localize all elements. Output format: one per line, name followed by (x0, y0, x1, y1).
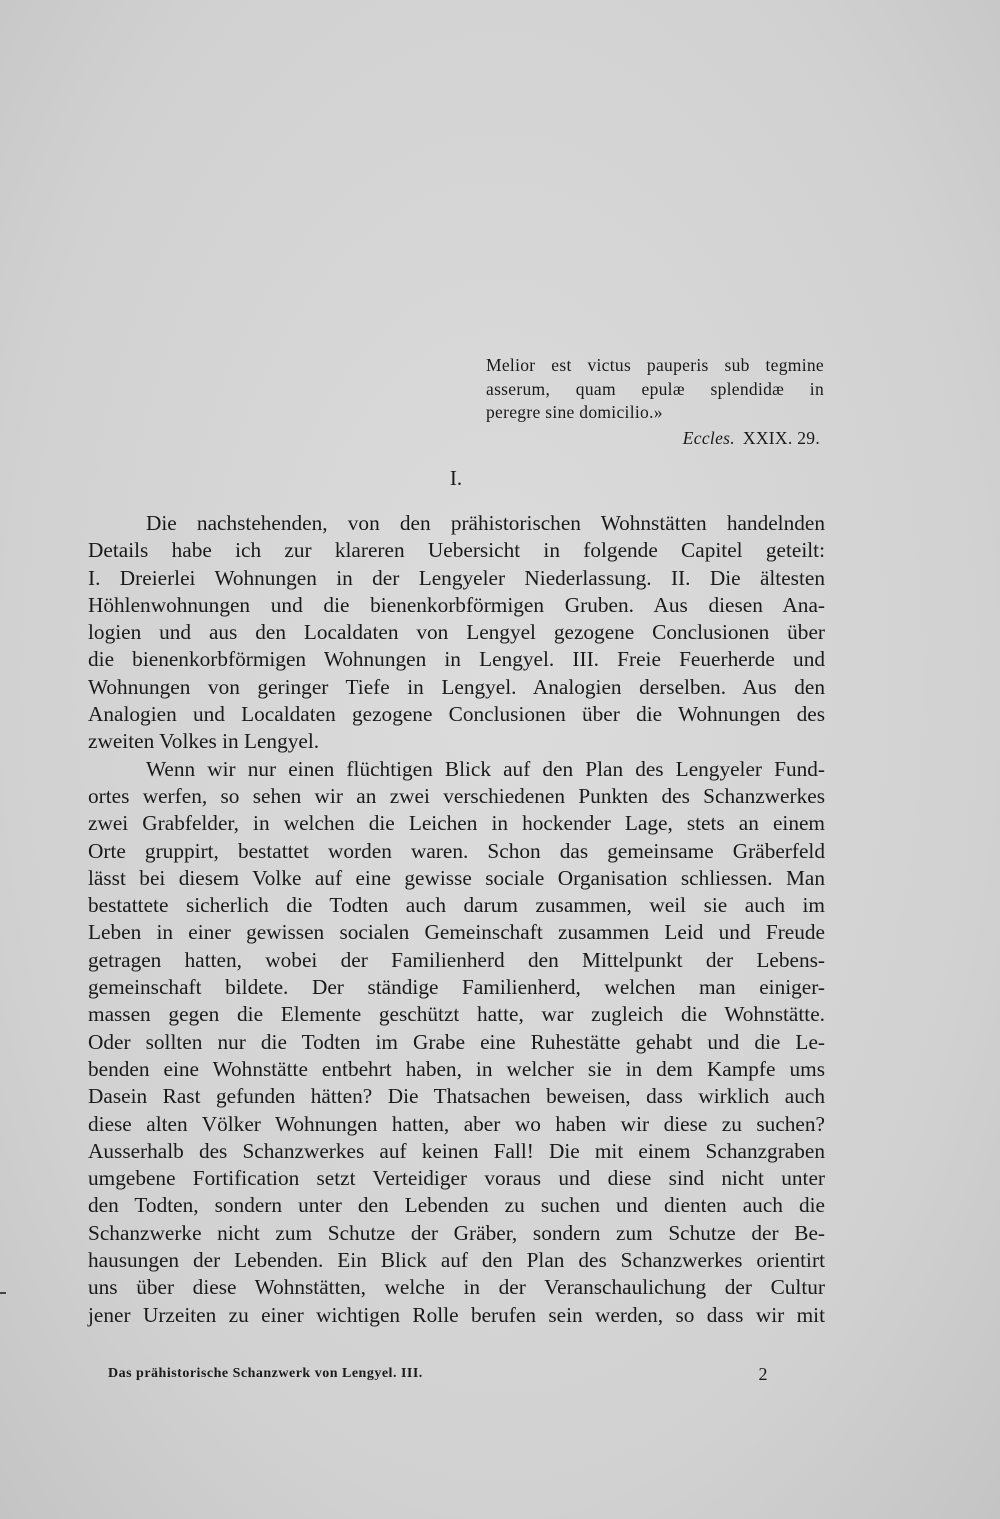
text-line: Wenn wir nur einen flüchtigen Blick auf den Plan des Lengyeler Fund- (146, 756, 825, 781)
paragraph-2 (88, 756, 825, 1329)
text-line: getragen hatten, wobei der Familienherd den Mittelpunkt der Lebens- (88, 947, 825, 972)
epigraph (486, 354, 824, 450)
text-line: I. Dreierlei Wohnungen in der Lengyeler Niederlassung. II. Die ältesten (88, 565, 825, 590)
text-line: den Todten, sondern unter den Lebenden zu suchen und dienten auch die (88, 1193, 825, 1218)
epigraph-source (486, 427, 824, 451)
page-number: 2 (758, 1364, 768, 1384)
text-line: Leben in einer gewissen socialen Gemeinschaft zusammen Leid und Freude (88, 920, 825, 945)
text-line: zwei Grabfelder, in welchen die Leichen in hockender Lage, stets an einem (88, 811, 825, 836)
text-line: uns über diese Wohnstätten, welche in der Veranschaulichung der Cultur (88, 1275, 825, 1300)
text-line: Wohnungen von geringer Tiefe in Lengyel. Analogien derselben. Aus den (88, 674, 825, 699)
text-line: Dasein Rast gefunden hätten? Die Thatsachen beweisen, dass wirklich auch (88, 1084, 825, 1109)
running-title: Das prähistorische Schanzwerk von Lengyel. III. (108, 1366, 423, 1381)
body-text (88, 510, 825, 1329)
epigraph-source-reference: XXIX. 29. (742, 427, 820, 448)
text-line: massen gegen die Elemente geschützt hatte, war zugleich die Wohnstätte. (88, 1002, 825, 1027)
text-line: Orte gruppirt, bestattet worden waren. Schon das gemeinsame Gräberfeld (88, 838, 825, 863)
text-line: Ausserhalb des Schanzwerkes auf keinen Fall! Die mit einem Schanzgraben (88, 1138, 825, 1163)
text-line: Höhlenwohnungen und die bienenkorbförmigen Gruben. Aus diesen Ana- (88, 592, 825, 617)
text-line: die bienenkorbförmigen Wohnungen in Lengyel. III. Freie Feuerherde und (88, 647, 825, 672)
epigraph-line: peregre sine domicilio.» (486, 402, 663, 422)
text-line: diese alten Völker Wohnungen hatten, aber wo haben wir diese zu suchen? (88, 1111, 825, 1136)
text-line: Die nachstehenden, von den prähistorischen Wohnstätten handelnden (146, 511, 825, 535)
text-line: benden eine Wohnstätte entbehrt haben, in welcher sie in dem Kampfe ums (88, 1056, 825, 1081)
text-line: lässt bei diesem Volke auf eine gewisse sociale Organisation schliessen. Man (88, 865, 825, 890)
text-line: bestattete sicherlich die Todten auch darum zusammen, weil sie auch im (88, 893, 825, 918)
text-line: gemeinschaft bildete. Der ständige Familienherd, welchen man einiger- (88, 975, 825, 1000)
text-line: Schanzwerke nicht zum Schutze der Gräber, sondern zum Schutze der Be- (88, 1220, 825, 1245)
chapter-heading: I. (449, 466, 463, 490)
epigraph-line: asserum, quam epulæ splendidæ in (486, 378, 824, 399)
text-line: zweiten Volkes in Lengyel. (88, 729, 320, 754)
epigraph-line: Melior est victus pauperis sub tegmine (486, 355, 824, 375)
text-line: jener Urzeiten zu einer wichtigen Rolle berufen sein werden, so dass wir mit (88, 1302, 825, 1327)
margin-mark (0, 1292, 6, 1294)
text-line: logien und aus den Localdaten von Lengyel gezogene Conclusionen über (88, 620, 825, 645)
epigraph-source-title: Eccles. (682, 427, 735, 448)
text-line: hausungen der Lebenden. Ein Blick auf den Plan des Schanzwerkes orientirt (88, 1248, 825, 1273)
text-line: Analogien und Localdaten gezogene Conclusionen über die Wohnungen des (88, 702, 825, 727)
text-line: umgebene Fortification setzt Verteidiger voraus und diese sind nicht unter (88, 1166, 825, 1191)
text-line: Details habe ich zur klareren Uebersicht in folgende Capitel geteilt: (88, 538, 825, 563)
text-line: ortes werfen, so sehen wir an zwei verschiedenen Punkten des Schanzwerkes (88, 783, 825, 808)
page-footer (108, 1366, 768, 1382)
text-line: Oder sollten nur die Todten im Grabe eine Ruhestätte gehabt und die Le- (88, 1029, 825, 1054)
paragraph-1 (88, 510, 825, 756)
